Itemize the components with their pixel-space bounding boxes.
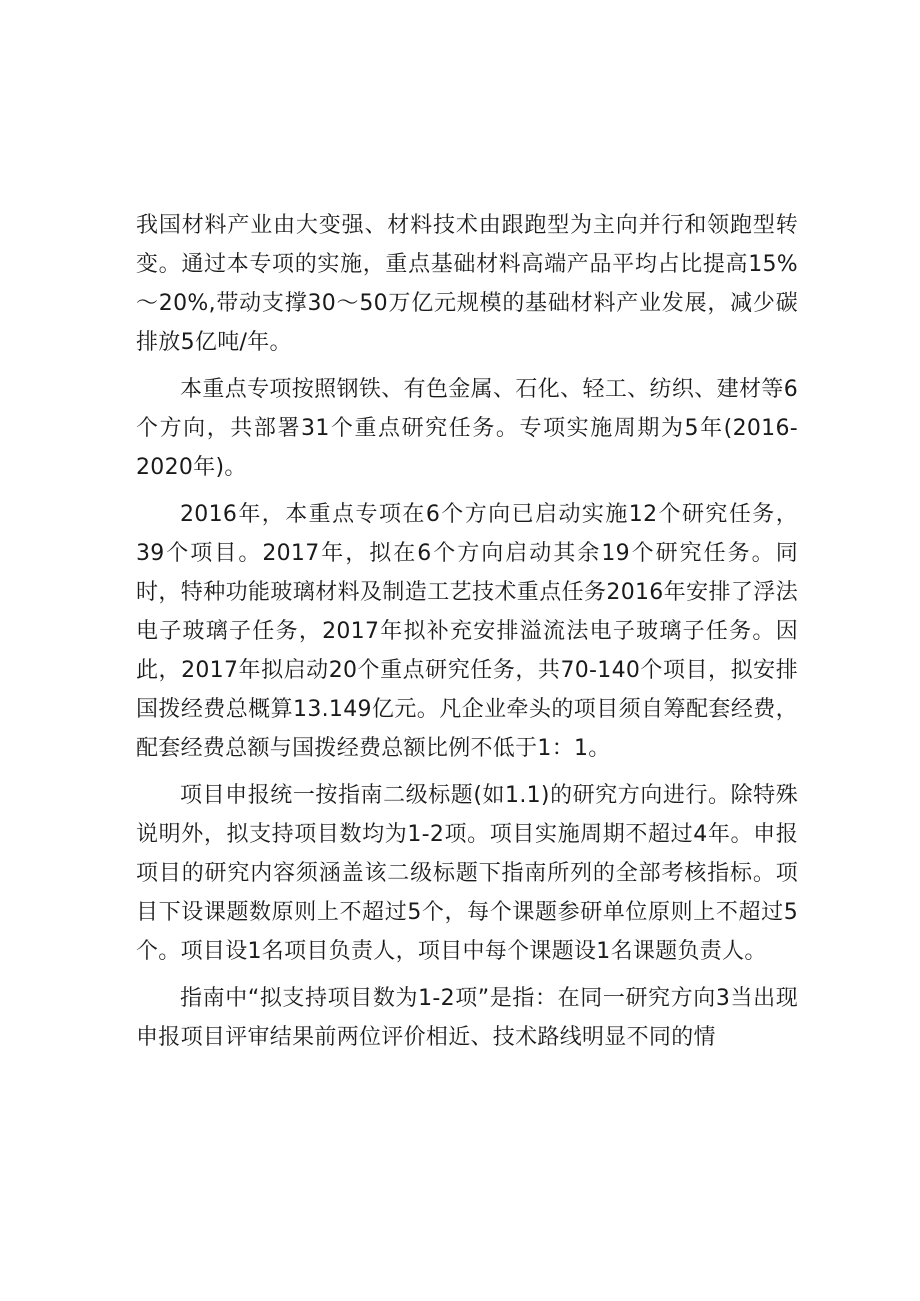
paragraph-directions: 本重点专项按照钢铁、有色金属、石化、轻工、纺织、建材等6个方向，共部署31个重点研究任务。专项实施周期为5年(2016-2020年)。 — [136, 377, 798, 480]
document-body — [136, 206, 798, 1065]
paragraph-funding: 2016年，本重点专项在6个方向已启动实施12个研究任务，39个项目。2017年，拟在6个方向启动其余19个研究任务。同时，特种功能玻璃材料及制造工艺技术重点任务2016年安排了浮法电子玻璃子任务，2017年拟补充安排溢流法电子玻璃子任务。因此，2017年拟启动20个重点研究任务，共70-140个项目，拟安排国拨经费总概算13.149亿元。凡企业牵头的项目须自筹配套经费，配套经费总额与国拨经费总额比例不低于1：1。 — [136, 502, 798, 761]
paragraph-application-rules: 项目申报统一按指南二级标题(如1.1)的研究方向进行。除特殊说明外，拟支持项目数均为1-2项。项目实施周期不超过4年。申报项目的研究内容须涵盖该二级标题下指南所列的全部考核指标。项目下设课题数原则上不超过5个，每个课题参研单位原则上不超过5个。项目设1名项目负责人，项目中每个课题设1名课题负责人。 — [136, 783, 798, 964]
paragraph-goals: 我国材料产业由大变强、材料技术由跟跑型为主向并行和领跑型转变。通过本专项的实施，重点基础材料高端产品平均占比提高15%～20%,带动支撑30～50万亿元规模的基础材料产业发展，减少碳排放5亿吨/年。 — [136, 213, 798, 355]
paragraph-support-note: 指南中“拟支持项目数为1-2项”是指：在同一研究方向3当出现申报项目评审结果前两位评价相近、技术路线明显不同的情 — [136, 986, 798, 1050]
